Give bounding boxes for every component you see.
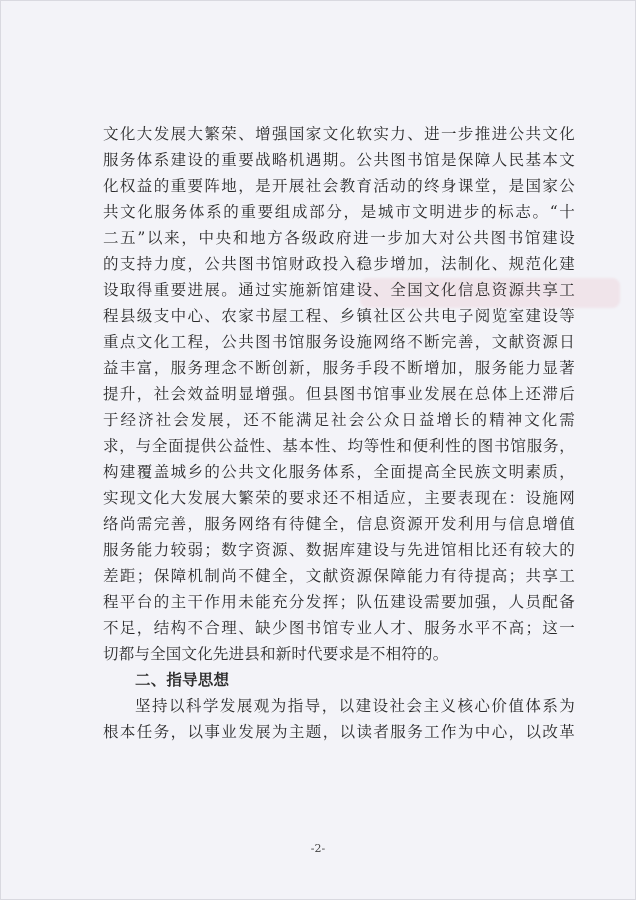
paragraph-line: 二五”以来，中央和地方各级政府进一步加大对公共图书馆建设	[103, 229, 575, 247]
body-text	[103, 121, 575, 745]
paragraph-line: 设取得重要进展。通过实施新馆建设、全国文化信息资源共享工	[103, 281, 575, 299]
paragraph-line: 差距；保障机制尚不健全，文献资源保障能力有待提高；共享工	[103, 567, 575, 585]
paragraph-line: 的支持力度，公共图书馆财政投入稳步增加，法制化、规范化建	[103, 255, 575, 273]
paragraph-line: 程平台的主干作用未能充分发挥；队伍建设需要加强，人员配备	[103, 593, 575, 611]
paragraph-line: 程县级支中心、农家书屋工程、乡镇社区公共电子阅览室建设等	[103, 307, 575, 325]
paragraph-line: 切都与全国文化先进县和新时代要求是不相符的。	[103, 645, 449, 663]
paragraph-line: 于经济社会发展，还不能满足社会公众日益增长的精神文化需	[103, 411, 575, 429]
paragraph-line: 服务能力较弱；数字资源、数据库建设与先进馆相比还有较大的	[103, 541, 575, 559]
paragraph-line: 实现文化大发展大繁荣的要求还不相适应，主要表现在：设施网	[103, 489, 575, 507]
paragraph-line: 共文化服务体系的重要组成部分，是城市文明进步的标志。“十	[103, 203, 575, 221]
page-number: -2-	[310, 842, 326, 855]
section-line: 坚持以科学发展观为指导，以建设社会主义核心价值体系为	[135, 697, 575, 715]
paragraph-line: 益丰富，服务理念不断创新，服务手段不断增加，服务能力显著	[103, 359, 575, 377]
paragraph-line: 不足，结构不合理、缺少图书馆专业人才、服务水平不高；这一	[103, 619, 575, 637]
paragraph-line: 构建覆盖城乡的公共文化服务体系，全面提高全民族文明素质，	[103, 463, 575, 481]
paragraph-line: 服务体系建设的重要战略机遇期。公共图书馆是保障人民基本文	[103, 151, 575, 169]
paragraph-line: 络尚需完善，服务网络有待健全，信息资源开发利用与信息增值	[103, 515, 575, 533]
section-heading: 二、指导思想	[135, 671, 230, 689]
paragraph-line: 文化大发展大繁荣、增强国家文化软实力、进一步推进公共文化	[103, 125, 575, 143]
paragraph-line: 求，与全面提供公益性、基本性、均等性和便利性的图书馆服务，	[103, 437, 575, 455]
paragraph-line: 化权益的重要阵地，是开展社会教育活动的终身课堂，是国家公	[103, 177, 575, 195]
paragraph-line: 重点文化工程，公共图书馆服务设施网络不断完善，文献资源日	[103, 333, 575, 351]
section-line: 根本任务，以事业发展为主题，以读者服务工作为中心，以改革	[103, 723, 575, 741]
paragraph-line: 提升，社会效益明显增强。但县图书馆事业发展在总体上还滞后	[103, 385, 575, 403]
